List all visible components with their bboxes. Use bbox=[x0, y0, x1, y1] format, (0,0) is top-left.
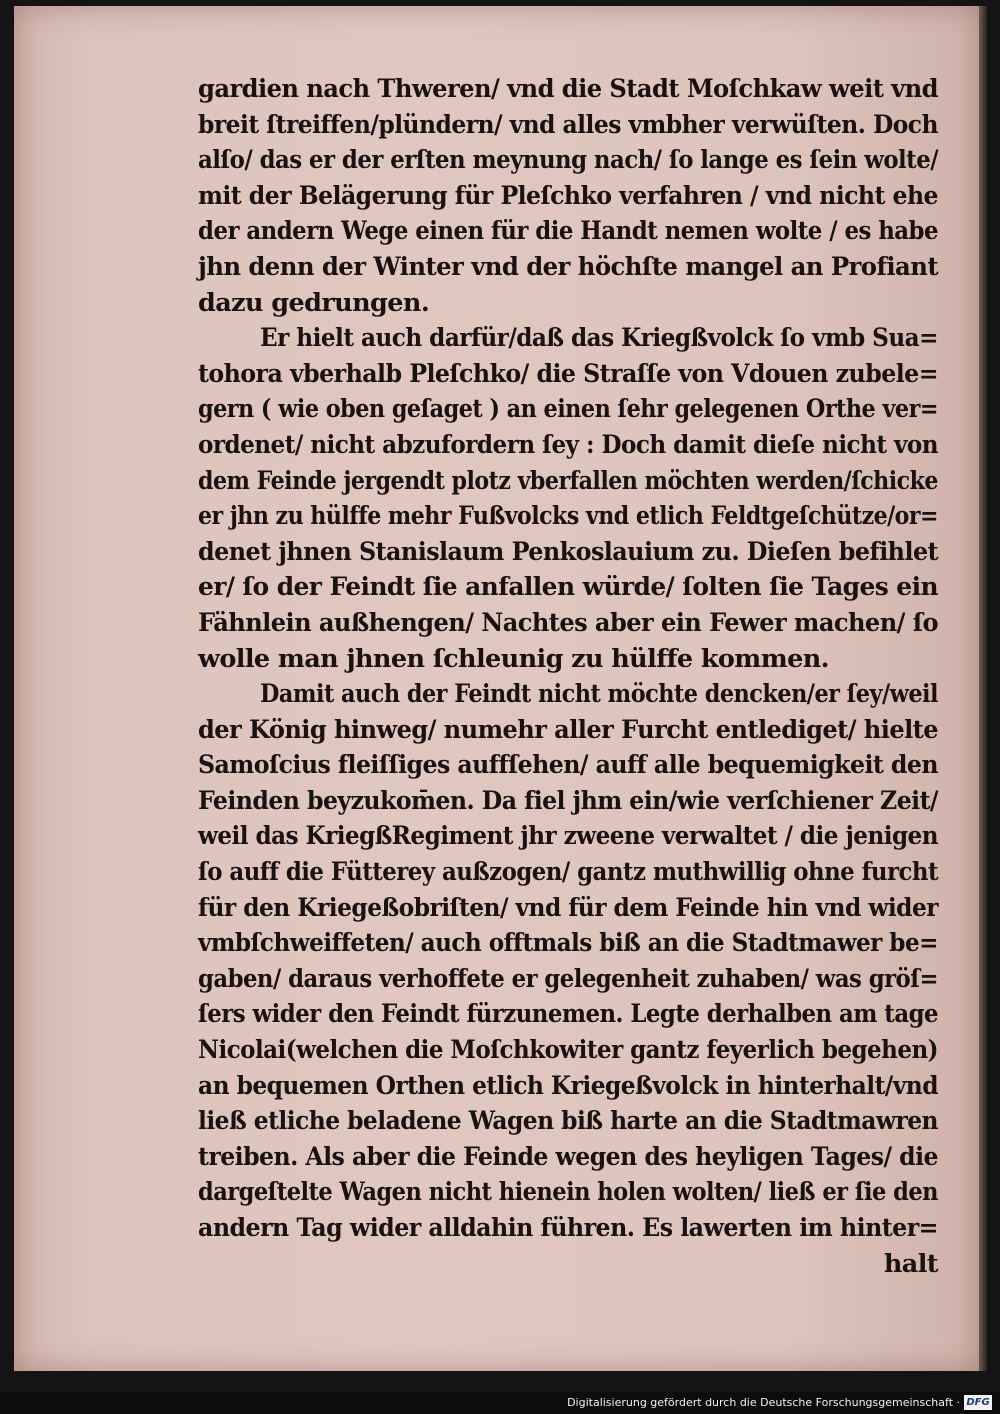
text-line: Samoſcius fleiſſiges auffſehen/ auff alle bequemigkeit den bbox=[198, 750, 938, 781]
text-line: Nicolai(welchen die Moſchkowiter gantz feyerlich begehen) bbox=[198, 1035, 938, 1066]
text-line: denet jhnen Stanislaum Penkoslauium zu. Dieſen befihlet bbox=[198, 536, 938, 567]
text-line: ordenet/ nicht abzufordern ſey : Doch damit dieſe nicht von bbox=[198, 429, 938, 460]
text-line: Damit auch der Feindt nicht möchte dencken/er ſey/weil bbox=[260, 679, 938, 710]
text-line: ſers wider den Feindt fürzunemen. Legte derhalben am tage bbox=[198, 999, 938, 1030]
footer-bar bbox=[0, 1392, 1000, 1414]
text-line: alſo/ das er der erſten meynung nach/ ſo lange es ſein wolte/ bbox=[198, 145, 938, 176]
text-line: der König hinweg/ numehr aller Furcht entlediget/ hielte bbox=[198, 714, 938, 745]
text-line: mit der Belägerung für Pleſchko verfahren / vnd nicht ehe bbox=[198, 180, 938, 211]
text-line: gaben/ daraus verhoffete er gelegenheit zuhaben/ was gröſ= bbox=[198, 963, 938, 994]
text-line: dazu gedrungen. bbox=[198, 287, 430, 318]
text-line: der andern Wege einen für die Handt nemen wolte / es habe bbox=[198, 216, 938, 247]
text-line: Fähnlein außhengen/ Nachtes aber ein Fewer machen/ ſo bbox=[198, 607, 938, 638]
text-line: an bequemen Orthen etlich Kriegeßvolck in hinterhalt/vnd bbox=[198, 1070, 938, 1101]
dfg-logo-icon: DFG bbox=[964, 1395, 992, 1410]
catchword: halt bbox=[883, 1248, 938, 1279]
text-line: er jhn zu hülffe mehr Fußvolcks vnd etlich Feldtgeſchütze/or= bbox=[198, 501, 938, 532]
text-line: gern ( wie oben geſaget ) an einen ſehr gelegenen Orthe ver= bbox=[198, 394, 938, 425]
page-text bbox=[198, 72, 938, 1282]
text-line: ließ etliche beladene Wagen biß harte an die Stadtmawren bbox=[198, 1106, 938, 1137]
text-line: breit ſtreiffen/plündern/ vnd alles vmbher verwüſten. Doch bbox=[198, 109, 938, 140]
text-line: dem Feinde jergendt plotz vberfallen möchten werden/ſchicke bbox=[198, 465, 938, 496]
text-line: wolle man jhnen ſchleunig zu hülffe kommen. bbox=[198, 643, 829, 674]
text-line: für den Kriegeßobriſten/ vnd für dem Feinde hin vnd wider bbox=[198, 892, 938, 923]
text-line: gardien nach Thweren/ vnd die Stadt Moſchkaw weit vnd bbox=[198, 74, 938, 104]
dfg-credit-text: Digitalisierung gefördert durch die Deutsche Forschungsgemeinschaft · bbox=[567, 1396, 960, 1409]
text-line: Er hielt auch darfür/daß das Kriegßvolck ſo vmb Sua= bbox=[260, 323, 938, 354]
text-line: er/ ſo der Feindt ſie anfallen würde/ ſolten ſie Tages ein bbox=[198, 572, 938, 603]
text-line: andern Tag wider alldahin führen. Es lawerten im hinter= bbox=[198, 1213, 938, 1243]
text-line: Feinden beyzukom̄en. Da fiel jhm ein/wie verſchiener Zeit/ bbox=[198, 785, 938, 816]
text-line: dargeſtelte Wagen nicht hienein holen wolten/ ließ er ſie den bbox=[198, 1177, 938, 1208]
text-line: weil das KriegßRegiment jhr zweene verwaltet / die jenigen bbox=[198, 821, 938, 852]
text-line: tohora vberhalb Pleſchko/ die Straſſe von Vdouen zubele= bbox=[198, 358, 938, 389]
text-line: vmbſchweiffeten/ auch offtmals biß an die Stadtmawer be= bbox=[198, 928, 938, 959]
text-line: ſo auff die Fütterey außzogen/ gantz muthwillig ohne furcht bbox=[198, 857, 938, 888]
text-line: treiben. Als aber die Feinde wegen des heyligen Tages/ die bbox=[198, 1141, 938, 1172]
text-line: jhn denn der Winter vnd der höchſte mangel an Profiant bbox=[198, 251, 938, 282]
